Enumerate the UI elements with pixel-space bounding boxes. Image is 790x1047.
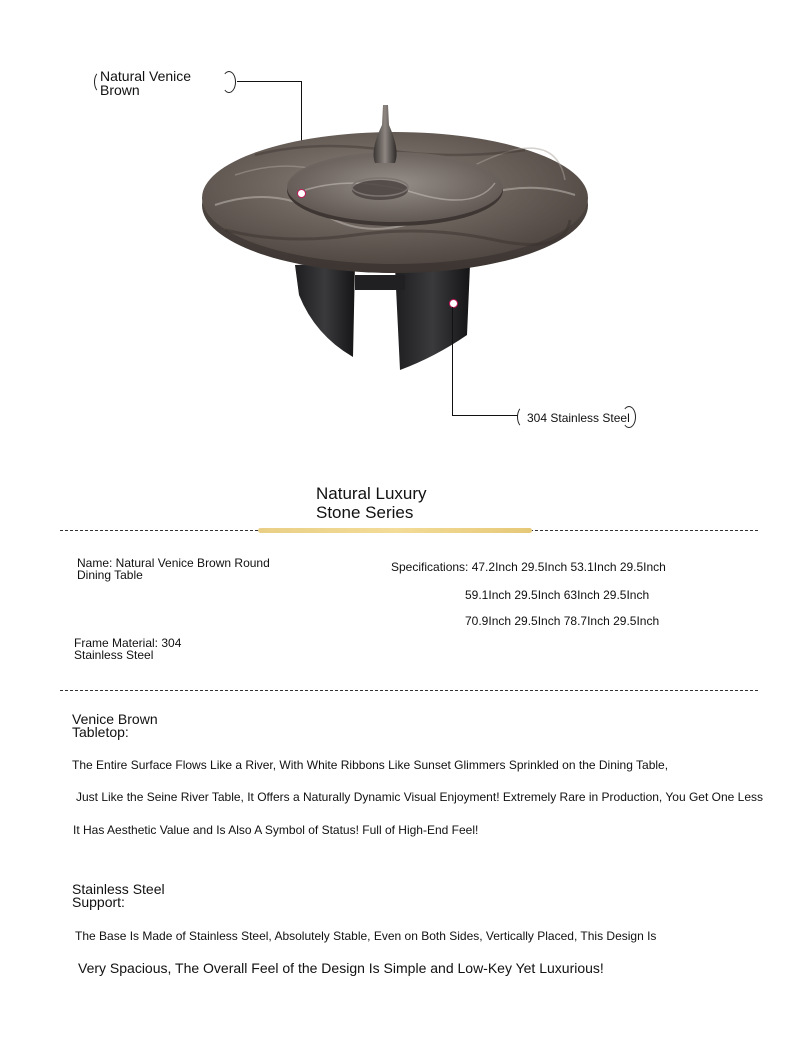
callout-bottom-leader-h — [452, 415, 518, 416]
support-heading-line2: Support: — [72, 894, 125, 910]
frame-material-line1: Frame Material: 304 — [74, 636, 182, 650]
callout-top-leader-h — [237, 81, 302, 82]
callout-bottom-right-bracket — [622, 406, 636, 428]
section-title-line2: Stone Series — [316, 503, 414, 522]
tabletop-heading-line2: Tabletop: — [72, 724, 129, 740]
tabletop-line-2: Just Like the Seine River Table, It Offers a Naturally Dynamic Visual Enjoyment! Extremely Rare in Production, You Get One Less — [76, 790, 763, 804]
tabletop-line-1: The Entire Surface Flows Like a River, With White Ribbons Like Sunset Glimmers Sprinkled on the Dining Table, — [72, 758, 669, 772]
support-line-1: The Base Is Made of Stainless Steel, Absolutely Stable, Even on Both Sides, Vertically Placed, This Design Is — [75, 929, 657, 943]
specifications-row1: Specifications: 47.2Inch 29.5Inch 53.1Inch 29.5Inch — [391, 560, 666, 574]
callout-bottom-leader-v — [452, 307, 453, 416]
product-name-line1: Name: Natural Venice Brown Round — [77, 556, 270, 570]
divider-bottom — [60, 690, 758, 691]
frame-material-line2: Stainless Steel — [74, 648, 154, 662]
section-title — [316, 484, 427, 522]
product-name-line2: Dining Table — [77, 568, 143, 582]
callout-bottom-label: 304 Stainless Steel — [527, 411, 630, 425]
marble-table-image — [195, 95, 595, 385]
frame-material — [74, 637, 181, 661]
callout-right-bracket — [222, 71, 236, 93]
callout-top-point — [297, 189, 306, 198]
specifications-row2: 59.1Inch 29.5Inch 63Inch 29.5Inch — [465, 588, 650, 602]
callout-top-label — [100, 69, 191, 97]
tabletop-heading — [72, 713, 158, 739]
tabletop-heading-line1: Venice Brown — [72, 711, 158, 727]
product-name — [77, 557, 270, 581]
gold-accent-bar — [258, 528, 532, 533]
callout-top-line2: Brown — [100, 82, 140, 98]
support-line-2: Very Spacious, The Overall Feel of the Design Is Simple and Low-Key Yet Luxurious! — [78, 960, 604, 976]
section-title-line1: Natural Luxury — [316, 484, 427, 503]
support-heading — [72, 883, 165, 909]
callout-bottom-point — [449, 299, 458, 308]
support-heading-line1: Stainless Steel — [72, 881, 165, 897]
callout-top-line1: Natural Venice — [100, 68, 192, 84]
tabletop-line-3: It Has Aesthetic Value and Is Also A Symbol of Status! Full of High-End Feel! — [73, 823, 479, 837]
specifications-row3: 70.9Inch 29.5Inch 78.7Inch 29.5Inch — [465, 614, 660, 628]
